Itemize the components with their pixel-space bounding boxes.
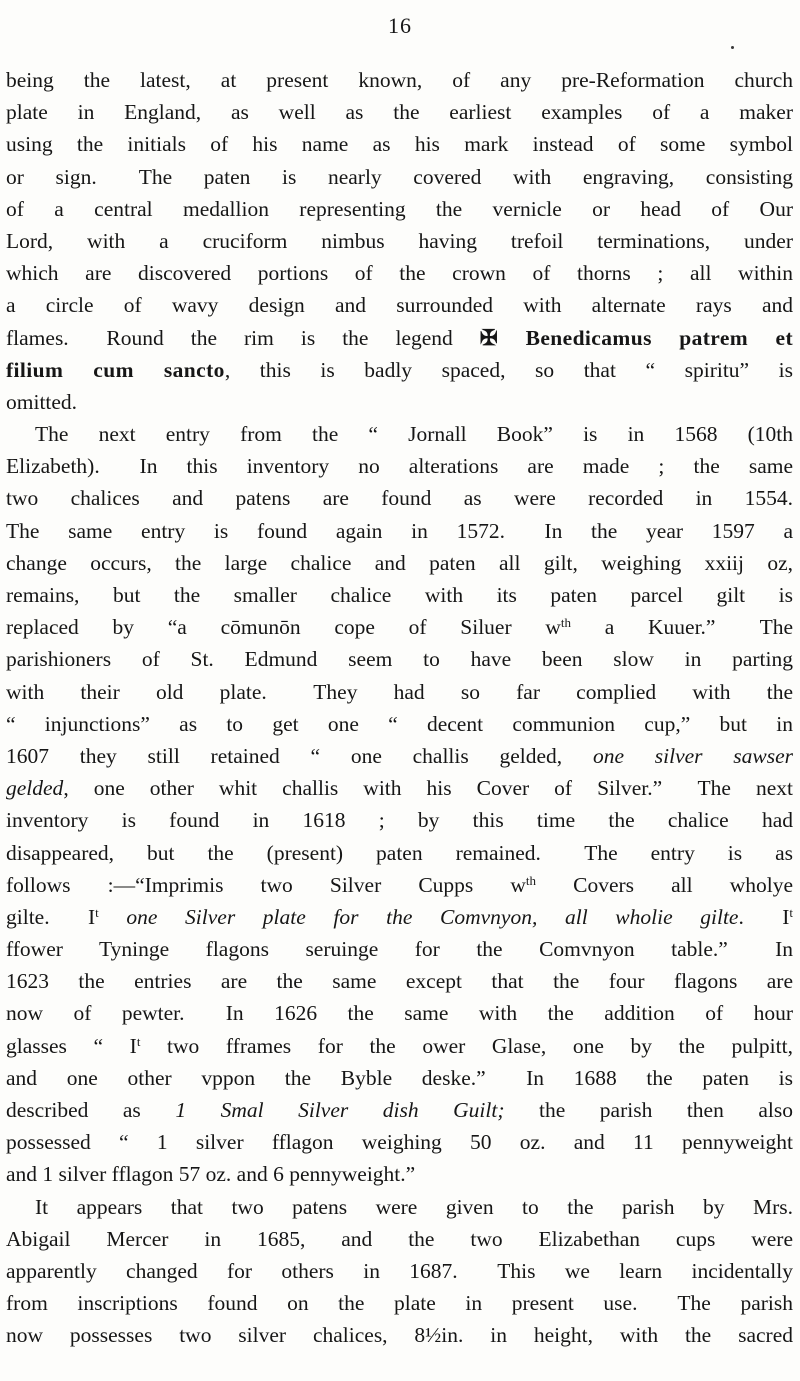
text-line: omitted.: [6, 389, 78, 414]
italic-text: 1 Smal Silver dish Guilt;: [175, 1098, 505, 1122]
blackletter-text: filium cum sancto: [6, 357, 225, 382]
text-line: and 1 silver fflagon 57 oz. and 6 pennyweight.”: [6, 1162, 416, 1187]
text-line: remains, but the smaller chalice with its paten parcel gilt is: [6, 583, 793, 607]
text-line: parishioners of St. Edmund seem to have been slow in parting: [6, 647, 793, 672]
text-line: now possesses two silver chalices, 8½in. in height, with the sacred: [6, 1323, 793, 1348]
superscript-text: t: [789, 904, 793, 920]
text-line: 1623 the entries are the same except that the four flagons are: [6, 969, 793, 994]
text-line: now of pewter. In 1626 the same with the addition of hour: [6, 1001, 793, 1026]
paragraph: [6, 1191, 793, 1352]
text-line: replaced by “a cōmunōn cope of Siluer $w^{th}$ a Kuuer.” The: [6, 615, 793, 640]
text-line: or sign. The paten is nearly covered with engraving, consisting: [6, 164, 793, 189]
blackletter-text: ✠ Benedicamus patrem et: [479, 325, 793, 350]
text-line: Elizabeth). In this inventory no alterations are made ; the same: [6, 454, 793, 479]
text-line: disappeared, but the (present) paten remained. The entry is as: [6, 840, 793, 865]
text-line: of a central medallion representing the vernicle or head of Our: [6, 196, 793, 221]
superscript-text: th: [525, 872, 537, 888]
text-line: gelded, one other whit challis with his Cover of Silver.” The next: [6, 776, 793, 801]
text-line: change occurs, the large chalice and paten all gilt, weighing xxiij oz,: [6, 550, 793, 575]
text-line: follows :—“Imprimis two Silver Cupps $w^{th}$ Covers all wholye: [6, 872, 793, 897]
superscript-text: th: [560, 615, 572, 631]
text-line: possessed “ 1 silver fflagon weighing 50 oz. and 11 pennyweight: [6, 1130, 793, 1155]
text-line: from inscriptions found on the plate in present use. The parish: [6, 1291, 793, 1316]
text-line: described as 1 Smal Silver dish Guilt; the parish then also: [6, 1098, 793, 1122]
italic-text: one silver sawser: [592, 743, 793, 768]
text-line: Abigail Mercer in 1685, and the two Elizabethan cups were: [6, 1226, 793, 1251]
page-number: 16: [388, 13, 412, 38]
text-line: The next entry from the “ Jornall Book” is in 1568 (10th: [35, 422, 793, 447]
ink-speck: [731, 46, 734, 49]
paragraph: [6, 64, 793, 418]
text-line: inventory is found in 1618 ; by this time the chalice had: [6, 808, 793, 833]
italic-text: one Silver plate for the Comvnyon, all wholie gilte: [126, 904, 739, 929]
text-line: “ injunctions” as to get one “ decent communion cup,” but in: [6, 711, 793, 736]
text-line: It appears that two patens were given to the parish by Mrs.: [35, 1194, 793, 1219]
text-line: being the latest, at present known, of any pre-Reformation church: [6, 68, 793, 92]
text-line: gilte. $I^t$ one Silver plate for the Comvnyon, all wholie gilte. $I^t$: [6, 904, 793, 929]
text-line: ffower Tyninge flagons seruinge for the Comvnyon table.” In: [6, 937, 793, 962]
text-line: The same entry is found again in 1572. In the year 1597 a: [6, 518, 793, 543]
text-line: Lord, with a cruciform nimbus having trefoil terminations, under: [6, 228, 793, 253]
page-text: [0, 64, 800, 1352]
text-line: two chalices and patens are found as were recorded in 1554.: [6, 486, 793, 511]
text-line: a circle of wavy design and surrounded with alternate rays and: [6, 293, 793, 318]
superscript-text: t: [136, 1033, 141, 1049]
text-line: filium cum sancto, this is badly spaced, so that “ spiritu” is: [6, 357, 793, 382]
text-line: and one other vppon the Byble deske.” In 1688 the paten is: [6, 1065, 793, 1090]
text-line: plate in England, as well as the earliest examples of a maker: [6, 100, 793, 125]
text-line: glasses “ $I^t$ two fframes for the ower Glase, one by the pulpitt,: [6, 1033, 793, 1058]
text-line: which are discovered portions of the crown of thorns ; all within: [6, 261, 793, 286]
italic-text: gelded: [6, 776, 64, 801]
paragraph: [6, 418, 793, 1191]
text-line: with their old plate. They had so far complied with the: [6, 679, 793, 704]
text-line: 1607 they still retained “ one challis gelded, one silver sawser: [6, 743, 793, 768]
text-line: using the initials of his name as his mark instead of some symbol: [6, 132, 793, 157]
text-line: flames. Round the rim is the legend ✠ Benedicamus patrem et: [6, 325, 793, 350]
superscript-text: t: [95, 904, 99, 920]
text-line: apparently changed for others in 1687. This we learn incidentally: [6, 1258, 793, 1283]
